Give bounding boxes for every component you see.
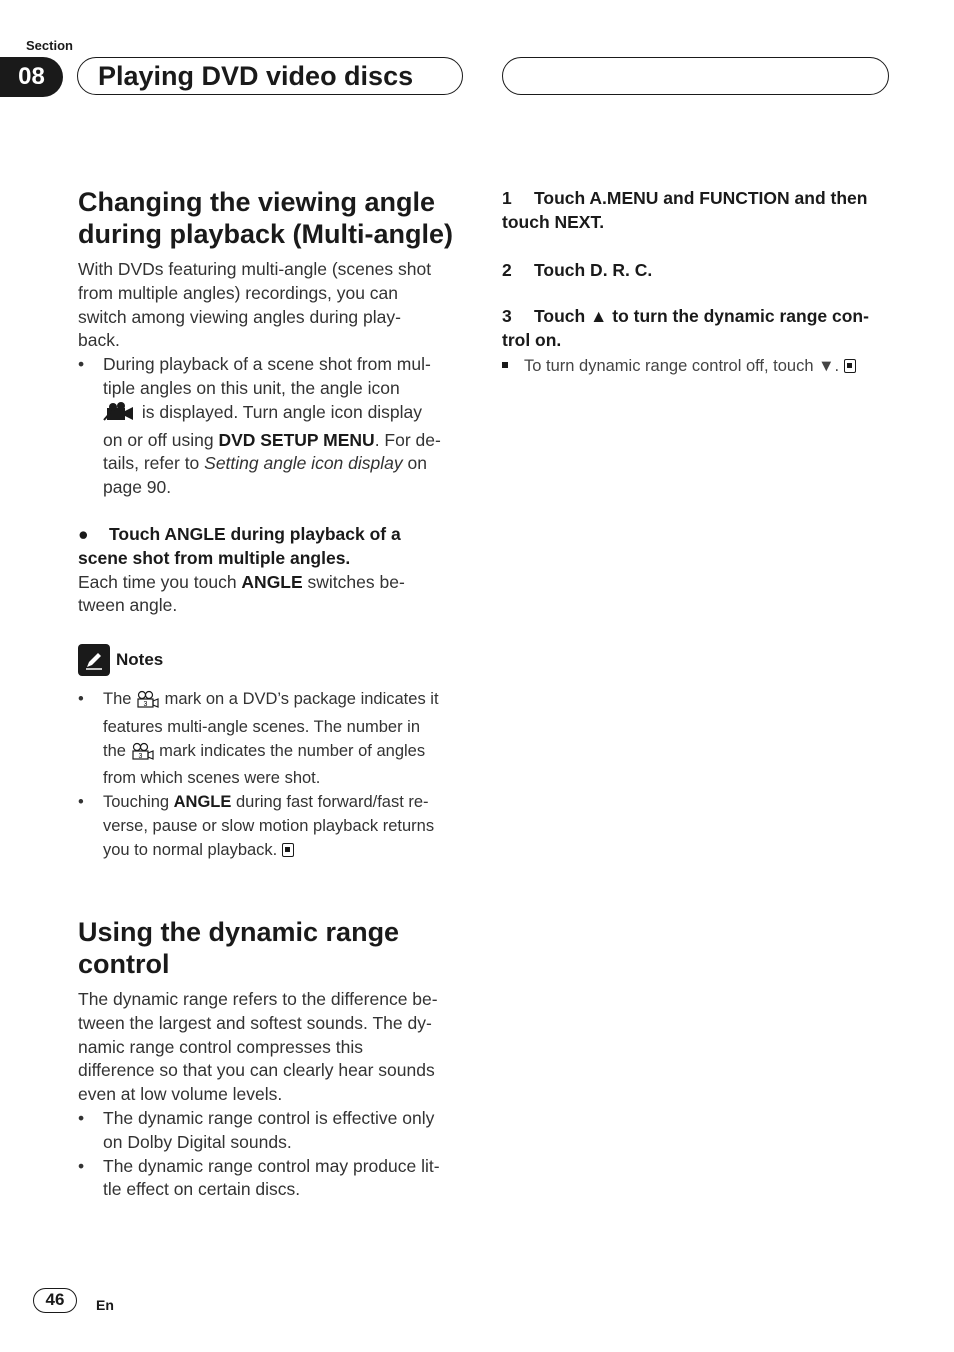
step-line: scene shot from multiple angles. [78, 547, 351, 568]
drc-section [78, 916, 464, 1202]
intro-line: switch among viewing angles during play- [78, 306, 401, 327]
bullet-line: The dynamic range control may produce lit- [103, 1155, 440, 1176]
drc-intro [78, 988, 464, 1107]
bullet-line: is displayed. Turn angle icon display [141, 401, 423, 422]
desc-text: Each time you touch [78, 571, 242, 592]
intro-line: The dynamic range refers to the difference be- [78, 989, 438, 1009]
note-text: during fast forward/fast re- [231, 793, 429, 812]
section-number-badge: 08 [0, 57, 63, 97]
step-line: Touch A.MENU and FUNCTION and then [534, 188, 868, 208]
camera-angle-icon [103, 402, 137, 429]
drc-bullets [78, 1107, 464, 1202]
drc-heading [78, 916, 464, 980]
language-label: En [96, 1297, 114, 1313]
note-text: features multi-angle scenes. The number in [103, 717, 421, 736]
step-marker: ● [78, 523, 89, 544]
list-item [78, 1107, 464, 1155]
drc-steps [502, 187, 892, 379]
section-label: Section [26, 38, 73, 53]
intro-line: back. [78, 330, 120, 351]
bullet-dot: • [78, 690, 84, 708]
note-text: mark indicates the number of angles [154, 741, 426, 760]
dvd-setup-menu-ref: DVD SETUP MENU [218, 429, 375, 450]
list-item [78, 791, 464, 862]
header-blank-box [502, 57, 889, 95]
notes-header [78, 644, 464, 676]
note-text: The [103, 690, 137, 708]
desc-text: tween angle. [78, 595, 178, 616]
step-line: trol on. [502, 330, 562, 351]
bullet-line: on Dolby Digital sounds. [103, 1131, 292, 1152]
list-item [78, 1155, 464, 1203]
note-text: mark on a DVD’s package indicates it [160, 690, 439, 708]
note-text: verse, pause or slow motion playback returns [103, 816, 435, 835]
square-bullet-icon [502, 362, 508, 368]
list-item [78, 353, 464, 500]
multi-angle-mark-icon [131, 742, 155, 768]
notes-list [78, 688, 464, 863]
note-text: the [103, 741, 131, 760]
bullet-text: tails, refer to [103, 453, 205, 474]
multi-angle-bullets [78, 353, 464, 500]
intro-line: tween the largest and softest sounds. The dy- [78, 1012, 432, 1033]
note-text: To turn dynamic range control off, touch ▼. [524, 356, 840, 375]
angle-mark-number: 3 [143, 701, 148, 708]
intro-line: difference so that you can clearly hear sounds [78, 1060, 435, 1081]
end-of-section-icon [844, 359, 856, 373]
chapter-title: Playing DVD video discs [77, 57, 463, 95]
drc-step-1 [502, 187, 892, 235]
bullet-text: on [402, 453, 427, 474]
end-of-section-icon [282, 843, 294, 857]
drc-off-note [502, 355, 892, 379]
intro-line: even at low volume levels. [78, 1084, 283, 1105]
intro-line: from multiple angles) recordings, you can [78, 282, 399, 303]
step-line: Touch ▲ to turn the dynamic range con- [534, 306, 869, 327]
bullet-dot: • [78, 793, 84, 812]
heading-line-2: control [78, 949, 170, 979]
heading-line-1: Changing the viewing angle [78, 187, 436, 217]
angle-mark-number: 3 [138, 752, 142, 760]
bullet-line: tiple angles on this unit, the angle icon [103, 377, 400, 398]
step-number: 2 [502, 259, 512, 280]
desc-text: switches be- [302, 571, 405, 592]
step-number: 1 [502, 188, 512, 208]
bullet-line: The dynamic range control is effective only [103, 1107, 435, 1128]
intro-line: namic range control compresses this [78, 1036, 363, 1057]
multi-angle-heading [78, 186, 464, 250]
step-number: 3 [502, 306, 512, 327]
bullet-line: page 90. [103, 477, 172, 498]
bullet-dot: • [78, 1155, 85, 1176]
bullet-line: During playback of a scene shot from mul- [103, 354, 431, 375]
bullet-text: . For de- [374, 429, 441, 450]
bullet-dot: • [78, 354, 85, 375]
heading-line-1: Using the dynamic range [78, 917, 400, 947]
notes-section [78, 644, 464, 863]
heading-line-2: during playback (Multi-angle) [78, 219, 454, 249]
cross-reference: Setting angle icon display [204, 453, 403, 474]
note-text: you to normal playback. [103, 840, 278, 859]
multi-angle-mark-icon [136, 690, 160, 716]
intro-line: With DVDs featuring multi-angle (scenes shot [78, 259, 432, 279]
page-number: 46 [33, 1288, 77, 1313]
bullet-dot: • [78, 1107, 85, 1128]
step-line: Touch D. R. C. [534, 259, 653, 280]
angle-step-description [78, 571, 464, 619]
drc-step-3 [502, 305, 892, 353]
angle-ref: ANGLE [173, 793, 232, 812]
angle-step [78, 523, 464, 571]
note-text: from which scenes were shot. [103, 769, 321, 788]
angle-ref: ANGLE [241, 571, 303, 592]
pencil-icon [78, 644, 110, 676]
drc-step-2 [502, 259, 892, 283]
step-line: touch NEXT. [502, 211, 605, 232]
note-text: Touching [103, 793, 174, 812]
list-item [78, 688, 464, 791]
notes-title: Notes [116, 650, 164, 669]
bullet-line: tle effect on certain discs. [103, 1179, 301, 1200]
multi-angle-section [78, 186, 464, 618]
multi-angle-intro [78, 258, 464, 353]
step-line: Touch ANGLE during playback of a [109, 523, 401, 544]
bullet-text: on or off using [103, 429, 219, 450]
